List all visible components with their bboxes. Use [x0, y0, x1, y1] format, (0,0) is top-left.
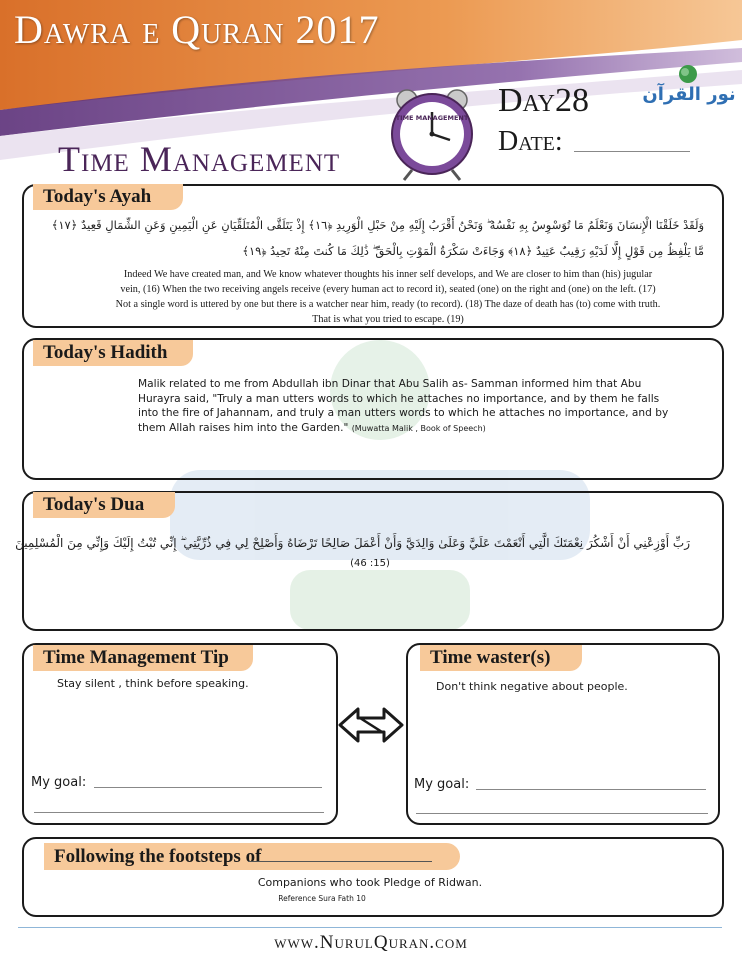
- page-title: Time Management: [58, 139, 341, 179]
- double-arrow-icon: [338, 705, 404, 745]
- footsteps-reference: Reference Sura Fath 10: [278, 894, 366, 903]
- date-label: Date:: [498, 126, 563, 157]
- ayah-translation-line: Indeed We have created man, and We know whatever thoughts his inner self develops, and We are closer to him than (his) jugular: [123, 269, 653, 280]
- tip-text: Stay silent , think before speaking.: [57, 677, 249, 690]
- hadith-text: [138, 377, 678, 436]
- tip-goal-input-line-2[interactable]: [34, 812, 324, 813]
- footsteps-heading: Following the footsteps of: [44, 843, 460, 870]
- footer-url: www.NurulQuran.com: [274, 932, 468, 953]
- tip-goal-input-line[interactable]: [94, 787, 322, 788]
- dua-arabic-text: رَبِّ أَوْزِعْنِي أَنْ أَشْكُرَ نِعْمَتَكَ الَّتِي أَنْعَمْتَ عَلَيَّ وَعَلَىٰ وَالِدَيَّ وَأَنْ أَعْمَلَ صَالِحًا تَرْضَاهُ وَأَصْلِحْ لِي فِي ذُرِّيَّتِي ۖ إِنِّي تُبْتُ إِلَيْكَ وَإِنِّي مِنَ الْمُسْلِمِينَ: [15, 536, 690, 550]
- ayah-translation-line: That is what you tried to escape. (19): [312, 314, 464, 325]
- tip-goal-label: My goal:: [31, 775, 87, 790]
- footsteps-text: Companions who took Pledge of Ridwan.: [257, 876, 483, 889]
- dua-heading: Today's Dua: [33, 492, 175, 518]
- ayah-translation-line: vein, (16) When the two receiving angels receive (every human act to record it), seated (one) on the right and (one) on the left. (17): [120, 284, 656, 295]
- ayah-translation-line: Not a single word is uttered by one but there is a watcher near him, ready (to record). (18) The daze of death has (to) come with truth.: [115, 299, 661, 310]
- time-waster-text: Don't think negative about people.: [436, 680, 628, 693]
- hadith-reference: (Muwatta Malik , Book of Speech): [351, 423, 486, 433]
- nurul-quran-logo: [642, 62, 736, 110]
- tip-heading: Time Management Tip: [33, 645, 253, 671]
- main-title: Dawra e Quran 2017: [14, 7, 380, 52]
- time-waster-heading: Time waster(s): [420, 645, 582, 671]
- day-label: [498, 82, 589, 120]
- day-number: 28: [555, 82, 590, 119]
- time-waster-goal-label: My goal:: [414, 777, 470, 792]
- ayah-translation: [64, 267, 712, 327]
- ayah-arabic-text: وَلَقَدْ خَلَقْنَا الْإِنسَانَ وَنَعْلَمُ مَا تُوَسْوِسُ بِهِ نَفْسُهُ ۖ وَنَحْنُ أَقْرَبُ إِلَيْهِ مِنْ حَبْلِ الْوَرِيدِ ﴿١٦﴾ إِذْ يَتَلَقَّى الْمُتَلَقِّيَانِ عَنِ الْيَمِينِ وَعَنِ الشِّمَالِ قَعِيدٌ ﴿١٧﴾ مَّا يَلْفِظُ مِن قَوْلٍ إِلَّا لَدَيْهِ رَقِيبٌ عَتِيدٌ ﴿١٨﴾ وَجَاءَتْ سَكْرَةُ الْمَوْتِ بِالْحَقِّ ۖ ذَٰلِكَ مَا كُنتَ مِنْهُ تَحِيدُ ﴿١٩﴾: [51, 218, 704, 258]
- time-waster-goal-input-line-2[interactable]: [416, 813, 708, 814]
- clock-label: TIME MANAGEMENT: [395, 114, 469, 122]
- ayah-heading: Today's Ayah: [33, 184, 183, 210]
- hadith-body: Malik related to me from Abdullah ibn Dinar that Abu Salih as- Samman informed him that Abu Hurayra said, "Truly a man utters words to which he attaches no importance, and by them he falls into the fire of Jahannam, and truly a man utters words to which he attaches no importance, and by them Allah raises him into the Garden.": [138, 378, 669, 434]
- day-text: Day: [498, 82, 556, 119]
- footsteps-input-line[interactable]: [248, 861, 432, 862]
- logo-text: نور القرآن: [642, 84, 736, 105]
- footer-divider: [18, 927, 722, 928]
- date-input-line[interactable]: [574, 151, 690, 152]
- dua-reference: (46 :15): [350, 558, 390, 569]
- time-waster-goal-input-line[interactable]: [476, 789, 706, 790]
- hadith-heading: Today's Hadith: [33, 340, 193, 366]
- alarm-clock-icon: [382, 82, 482, 182]
